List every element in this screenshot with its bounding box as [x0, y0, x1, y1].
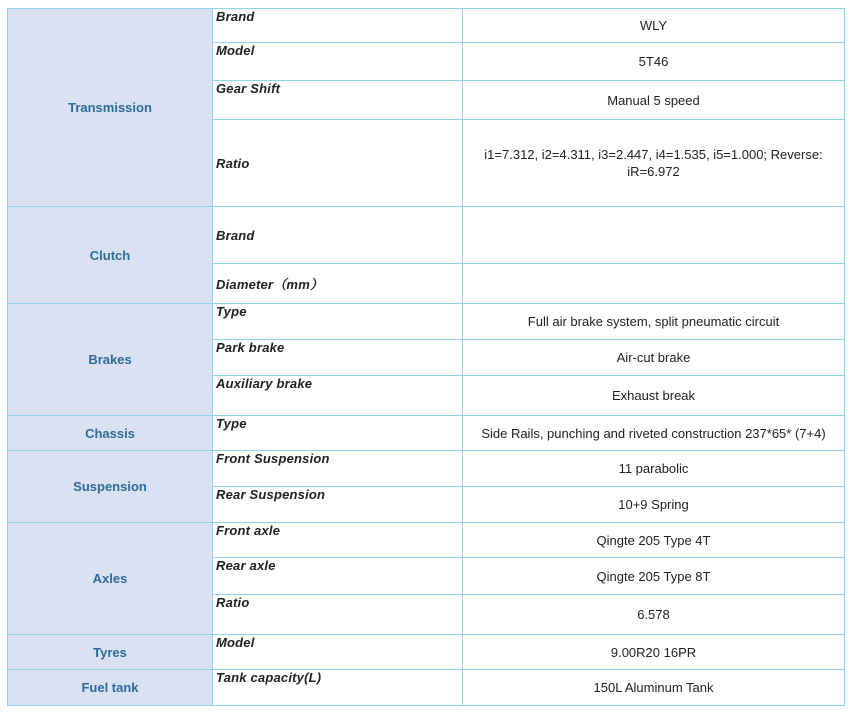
spec-label: Ratio: [213, 120, 463, 207]
spec-label: Model: [213, 635, 463, 670]
category-cell-clutch: Clutch: [8, 207, 213, 304]
spec-label: Type: [213, 416, 463, 451]
spec-label: Gear Shift: [213, 81, 463, 120]
spec-value: Manual 5 speed: [463, 81, 845, 120]
category-cell-suspension: Suspension: [8, 451, 213, 523]
spec-value: Exhaust break: [463, 376, 845, 416]
spec-label: Front axle: [213, 523, 463, 558]
spec-label: Ratio: [213, 595, 463, 635]
spec-value: 9.00R20 16PR: [463, 635, 845, 670]
spec-value: WLY: [463, 9, 845, 43]
table-row: [8, 416, 845, 451]
category-cell-tyres: Tyres: [8, 635, 213, 670]
spec-value: 5T46: [463, 43, 845, 81]
spec-value: 10+9 Spring: [463, 487, 845, 523]
spec-label: Park brake: [213, 340, 463, 376]
spec-label: Rear Suspension: [213, 487, 463, 523]
table-row: [8, 304, 845, 340]
spec-table: [7, 8, 845, 706]
spec-label: Model: [213, 43, 463, 81]
table-row: [8, 523, 845, 558]
spec-value: Qingte 205 Type 4T: [463, 523, 845, 558]
spec-label: Brand: [213, 207, 463, 264]
category-cell-transmission: Transmission: [8, 9, 213, 207]
spec-value: Side Rails, punching and riveted construction 237*65* (7+4): [463, 416, 845, 451]
spec-value: [463, 264, 845, 304]
spec-label: Auxiliary brake: [213, 376, 463, 416]
spec-label: Type: [213, 304, 463, 340]
spec-label: Diameter（mm）: [213, 264, 463, 304]
spec-label: Rear axle: [213, 558, 463, 595]
spec-label: Tank capacity(L): [213, 670, 463, 706]
table-row: [8, 9, 845, 43]
table-row: [8, 451, 845, 487]
spec-value: Qingte 205 Type 8T: [463, 558, 845, 595]
category-cell-chassis: Chassis: [8, 416, 213, 451]
spec-value: 11 parabolic: [463, 451, 845, 487]
spec-value: [463, 207, 845, 264]
spec-label: Brand: [213, 9, 463, 43]
table-row: [8, 635, 845, 670]
spec-value: Air-cut brake: [463, 340, 845, 376]
spec-value: Full air brake system, split pneumatic circuit: [463, 304, 845, 340]
spec-label: Front Suspension: [213, 451, 463, 487]
table-row: [8, 207, 845, 264]
spec-value: 6.578: [463, 595, 845, 635]
category-cell-brakes: Brakes: [8, 304, 213, 416]
spec-value: 150L Aluminum Tank: [463, 670, 845, 706]
category-cell-axles: Axles: [8, 523, 213, 635]
spec-value: i1=7.312, i2=4.311, i3=2.447, i4=1.535, i5=1.000; Reverse: iR=6.972: [463, 120, 845, 207]
table-row: [8, 670, 845, 706]
category-cell-fuel-tank: Fuel tank: [8, 670, 213, 706]
